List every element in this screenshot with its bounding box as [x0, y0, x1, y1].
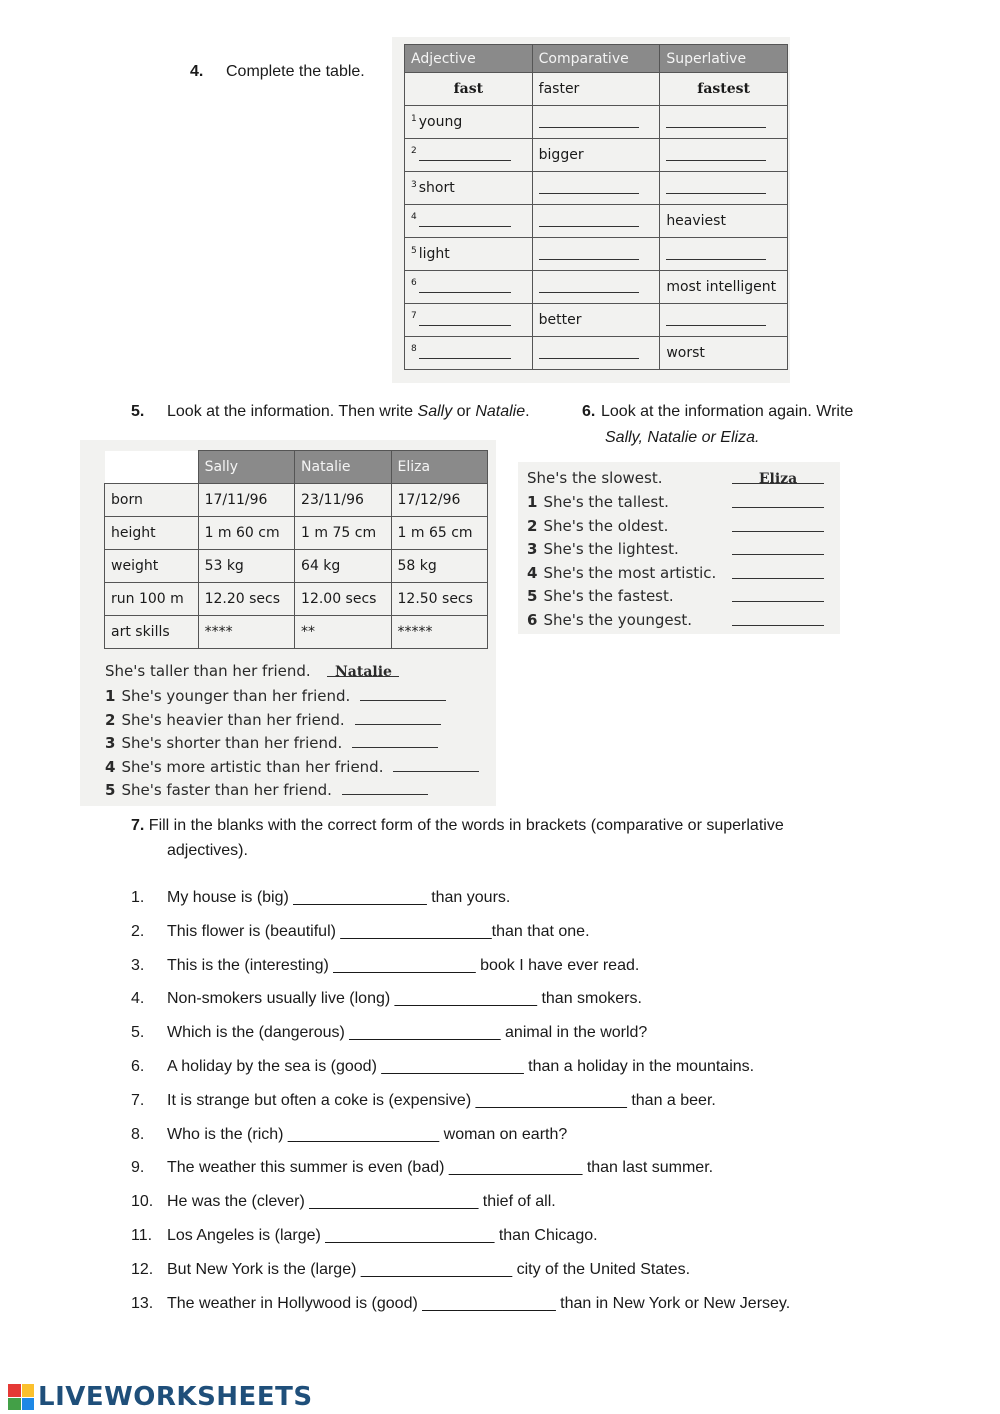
section5-item: [105, 757, 479, 776]
section5-instruction-text: Look at the information. Then write: [167, 403, 418, 420]
cell-value: [539, 212, 639, 227]
section4-instruction: Complete the table.: [226, 63, 365, 80]
section7-instruction-line1: Fill in the blanks with the correct form of the words in brackets (comparative or superlative: [148, 817, 784, 834]
item-text[interactable]: Who is the (rich) _________________ woman on earth?: [167, 1125, 568, 1143]
logo-square-yellow: [22, 1384, 35, 1397]
item-text: She's more artistic than her friend.: [121, 757, 384, 776]
info-value: 1 m 60 cm: [198, 517, 294, 550]
adjective-row: [405, 73, 788, 106]
adjective-row: [405, 172, 788, 205]
item-text: She's shorter than her friend.: [121, 734, 343, 752]
adjective-table: [404, 44, 788, 370]
row-mark: 6: [411, 277, 417, 288]
item-number: 4: [105, 757, 116, 776]
item-number: 1.: [131, 889, 145, 906]
cell-superlative: [660, 238, 788, 271]
cell-value: [666, 179, 766, 194]
row-mark: 3: [411, 180, 417, 190]
item-number: 1: [105, 687, 116, 705]
example-text: She's taller than her friend.: [105, 662, 311, 680]
cell-value: better: [538, 312, 582, 328]
cell-superlative: [660, 106, 788, 139]
info-value: 23/11/96: [295, 484, 391, 517]
item-number: 2.: [131, 922, 145, 940]
answer-blank[interactable]: [360, 686, 446, 701]
adjective-row: [405, 337, 788, 370]
cell-value: [666, 311, 766, 326]
item-number: 4.: [131, 990, 145, 1008]
info-label: art skills: [105, 616, 199, 649]
info-value: 12.20 secs: [198, 583, 294, 616]
cell-adjective: [405, 271, 533, 304]
info-label: height: [105, 517, 199, 550]
header-comparative: Comparative: [532, 45, 660, 73]
info-row: [105, 616, 488, 649]
info-row: [105, 583, 488, 616]
section6-example-text: She's the slowest.: [527, 469, 663, 487]
info-header-sally: Sally: [198, 451, 294, 484]
row-mark: 2: [411, 145, 417, 156]
cell-superlative: [660, 205, 788, 238]
row-mark: 1: [411, 114, 417, 124]
adjective-row: [405, 139, 788, 172]
item-number: 13.: [131, 1294, 154, 1312]
section6-item: [527, 540, 679, 558]
section6-example-blank: [732, 469, 824, 487]
info-value: 64 kg: [295, 550, 391, 583]
cell-value: [539, 245, 639, 260]
row-mark: 7: [411, 310, 417, 321]
section6-names: Sally, Natalie or Eliza.: [605, 429, 760, 446]
header-adjective: Adjective: [405, 45, 533, 73]
item-text[interactable]: This is the (interesting) ________________ book I have ever read.: [167, 956, 640, 974]
info-value: 12.00 secs: [295, 583, 391, 616]
item-number: 8.: [131, 1125, 145, 1143]
item-text[interactable]: The weather in Hollywood is (good) _______________ than in New York or New Jersey.: [167, 1294, 791, 1312]
item-text[interactable]: But New York is the (large) _________________ city of the United States.: [167, 1260, 691, 1278]
cell-superlative: [660, 172, 788, 205]
item-text: She's the most artistic.: [543, 563, 717, 582]
adjective-row: [405, 304, 788, 337]
adjective-row: [405, 271, 788, 304]
adjective-row: [405, 205, 788, 238]
info-value: 12.50 secs: [391, 583, 488, 616]
cell-comparative: [532, 205, 660, 238]
logo-square-green: [8, 1398, 21, 1411]
adjective-row: [405, 238, 788, 271]
info-value: 1 m 75 cm: [295, 517, 391, 550]
section5-period: .: [525, 403, 530, 420]
answer-blank[interactable]: [732, 540, 824, 555]
logo-mark-icon: [8, 1384, 34, 1410]
answer-blank[interactable]: [732, 517, 824, 532]
section6-instruction: Look at the information again. Write: [601, 403, 854, 420]
section5-item: [105, 780, 428, 799]
info-value: 58 kg: [391, 550, 488, 583]
answer-blank[interactable]: [732, 587, 824, 602]
item-text: She's faster than her friend.: [121, 781, 332, 799]
cell-value: [419, 311, 511, 326]
item-text[interactable]: It is strange but often a coke is (expensive) _________________ than a beer.: [167, 1091, 716, 1109]
item-number: 5: [527, 587, 538, 606]
item-number: 2: [105, 710, 116, 729]
cell-superlative: [660, 139, 788, 172]
info-label: run 100 m: [105, 583, 199, 616]
section5-item: [105, 686, 446, 705]
cell-adjective: [405, 106, 533, 139]
item-number: 3: [527, 540, 538, 559]
item-number: 1: [527, 493, 538, 511]
cell-comparative: [532, 106, 660, 139]
info-value: 17/12/96: [391, 484, 488, 517]
item-text: She's the oldest.: [543, 516, 669, 535]
cell-superlative: [660, 73, 788, 106]
cell-comparative: [532, 304, 660, 337]
section4-number: 4.: [190, 63, 204, 80]
cell-value: [666, 113, 766, 128]
item-text: She's the tallest.: [543, 493, 669, 511]
item-number: 5.: [131, 1024, 145, 1042]
info-row: [105, 484, 488, 517]
item-text[interactable]: The weather this summer is even (bad) _______________ than last summer.: [167, 1159, 714, 1177]
section6-item: [527, 493, 669, 511]
info-label: weight: [105, 550, 199, 583]
section6-example-answer: Eliza: [758, 471, 798, 487]
item-number: 9.: [131, 1159, 145, 1177]
cell-comparative: [532, 337, 660, 370]
info-value: **: [295, 616, 391, 649]
section5-instruction: [167, 403, 530, 421]
item-number: 6: [527, 611, 538, 629]
section5-example: [105, 662, 399, 680]
header-superlative: Superlative: [660, 45, 788, 73]
row-mark: 8: [411, 343, 417, 354]
cell-value: [419, 212, 511, 227]
answer-blank[interactable]: [732, 611, 824, 626]
info-table: [104, 450, 488, 649]
item-number: 5: [105, 781, 116, 799]
cell-value: [419, 278, 511, 293]
info-row: [105, 550, 488, 583]
item-number: 4: [527, 563, 538, 582]
cell-value: [666, 146, 766, 161]
example-answer: Natalie: [335, 664, 392, 680]
item-text[interactable]: Los Angeles is (large) ___________________ than Chicago.: [167, 1227, 598, 1244]
cell-value: most intelligent: [666, 279, 777, 295]
cell-value: bigger: [538, 147, 584, 163]
answer-blank[interactable]: [352, 733, 438, 748]
cell-value: fast: [453, 81, 484, 97]
cell-adjective: [405, 139, 533, 172]
cell-value: [419, 146, 511, 161]
info-value: *****: [391, 616, 488, 649]
logo-text: LIVEWORKSHEETS: [38, 1382, 313, 1412]
info-label: born: [105, 484, 199, 517]
item-number: 12.: [131, 1260, 154, 1278]
cell-superlative: [660, 304, 788, 337]
item-text[interactable]: He was the (clever) ___________________ thief of all.: [167, 1193, 556, 1211]
logo-square-red: [8, 1384, 21, 1397]
cell-value: [539, 344, 639, 359]
logo-square-blue: [22, 1398, 35, 1411]
cell-superlative: [660, 337, 788, 370]
cell-value: worst: [666, 345, 705, 361]
answer-blank[interactable]: [393, 757, 479, 772]
cell-value: fastest: [697, 81, 750, 97]
item-text[interactable]: Non-smokers usually live (long) ________________ than smokers.: [167, 990, 642, 1008]
info-header-blank: [105, 451, 199, 484]
cell-value: [539, 113, 639, 128]
cell-value: faster: [538, 81, 580, 97]
section6-item: [527, 564, 716, 582]
cell-value: young: [418, 114, 463, 130]
cell-value: [539, 278, 639, 293]
section7-number: 7.: [131, 817, 145, 834]
row-mark: 5: [411, 246, 417, 256]
item-number: 2: [527, 516, 538, 535]
item-number: 3: [105, 734, 116, 752]
cell-adjective: [405, 337, 533, 370]
cell-comparative: [532, 172, 660, 205]
section7-instruction-line2: adjectives).: [167, 842, 248, 859]
cell-comparative: [532, 238, 660, 271]
cell-comparative: [532, 73, 660, 106]
item-text[interactable]: This flower is (beautiful) _________________than that one.: [167, 922, 590, 940]
answer-blank[interactable]: [732, 493, 824, 508]
item-number: 11.: [131, 1227, 153, 1244]
info-row: [105, 517, 488, 550]
info-value: 1 m 65 cm: [391, 517, 488, 550]
item-text: She's heavier than her friend.: [121, 710, 345, 729]
item-text: She's the fastest.: [543, 587, 674, 606]
item-text: She's younger than her friend.: [121, 687, 351, 705]
cell-adjective: [405, 304, 533, 337]
liveworksheets-logo: [8, 1380, 313, 1414]
cell-superlative: [660, 271, 788, 304]
item-text: She's the youngest.: [543, 611, 693, 629]
adjective-row: [405, 106, 788, 139]
section6-number: 6.: [582, 403, 596, 420]
item-text: She's the lightest.: [543, 540, 679, 559]
info-header-natalie: Natalie: [295, 451, 391, 484]
item-text[interactable]: My house is (big) _______________ than yours.: [167, 889, 511, 906]
item-text[interactable]: Which is the (dangerous) _________________ animal in the world?: [167, 1024, 648, 1042]
cell-adjective: [405, 238, 533, 271]
section5-name-sally: Sally: [417, 403, 453, 420]
cell-adjective: [405, 172, 533, 205]
section6-item: [527, 587, 674, 605]
cell-value: light: [418, 246, 450, 262]
section6-item: [527, 517, 668, 535]
section5-item: [105, 733, 438, 752]
item-number: 10.: [131, 1193, 154, 1211]
item-number: 6.: [131, 1058, 145, 1075]
cell-value: short: [418, 180, 455, 196]
answer-blank[interactable]: [355, 710, 441, 725]
info-header-eliza: Eliza: [391, 451, 488, 484]
answer-blank[interactable]: [342, 780, 428, 795]
cell-comparative: [532, 271, 660, 304]
section5-or: or: [452, 403, 476, 420]
section5-name-natalie: Natalie: [475, 403, 526, 420]
section7-instruction: [131, 817, 891, 835]
cell-value: [419, 344, 511, 359]
section6-example: [527, 469, 798, 487]
cell-value: [666, 245, 766, 260]
item-text[interactable]: A holiday by the sea is (good) ________________ than a holiday in the mountains.: [167, 1058, 755, 1075]
section5-item: [105, 710, 441, 729]
cell-adjective: [405, 73, 533, 106]
row-mark: 4: [411, 211, 417, 222]
info-value: 17/11/96: [198, 484, 294, 517]
section6-item: [527, 611, 692, 629]
section5-number: 5.: [131, 403, 145, 420]
info-value: 53 kg: [198, 550, 294, 583]
cell-adjective: [405, 205, 533, 238]
cell-value: heaviest: [666, 213, 726, 229]
cell-value: [539, 179, 639, 194]
item-number: 7.: [131, 1091, 145, 1109]
item-number: 3.: [131, 956, 145, 974]
cell-comparative: [532, 139, 660, 172]
answer-blank[interactable]: [732, 564, 824, 579]
info-value: ****: [198, 616, 294, 649]
example-blank: [327, 662, 399, 680]
